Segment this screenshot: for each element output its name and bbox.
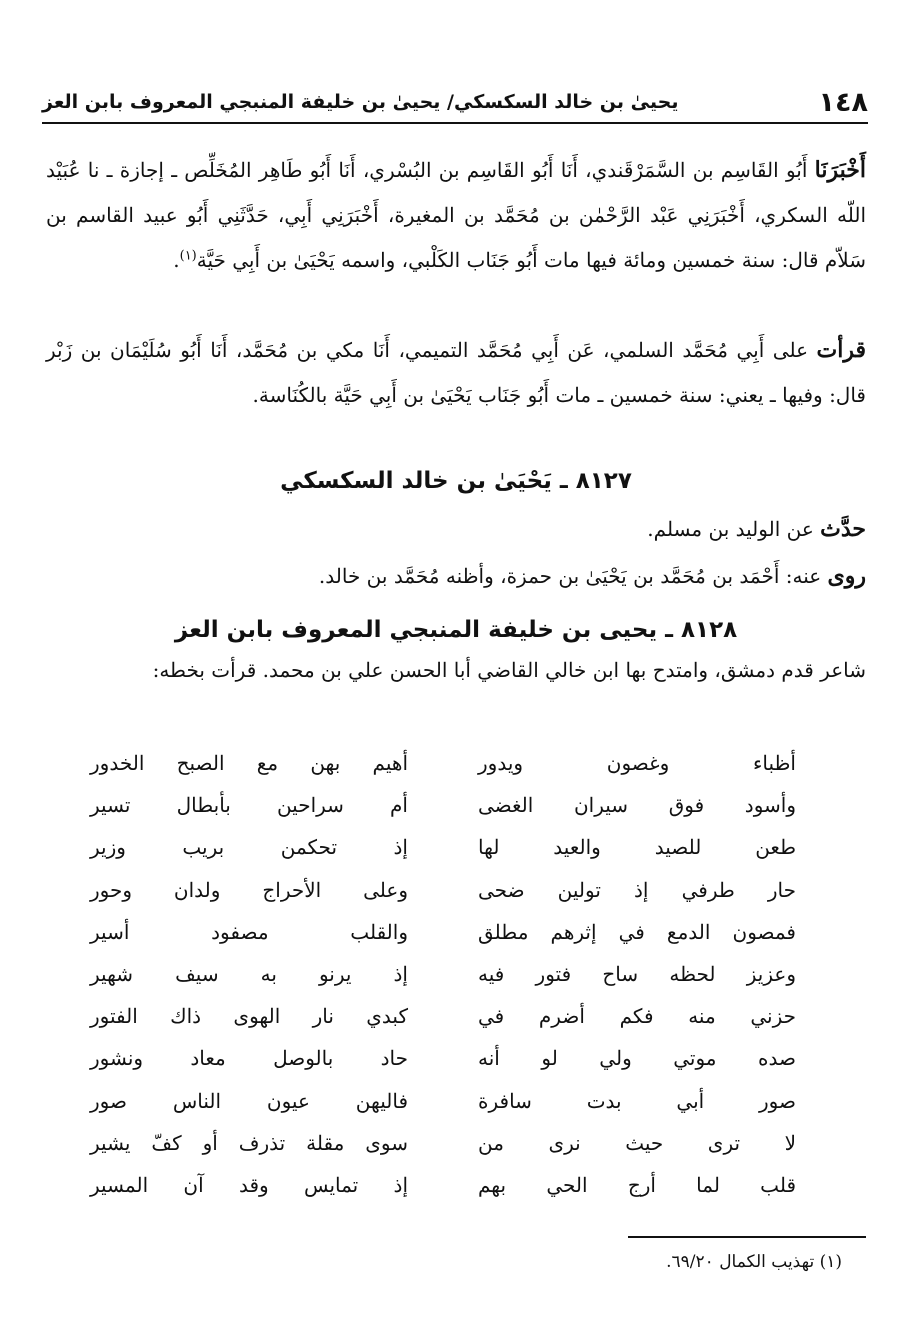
rawa-keyword: روى — [827, 563, 866, 589]
hemistich-left: سوى مقلة تذرف أو كفّ يشير — [90, 1130, 408, 1155]
paragraph-end: . — [173, 248, 180, 272]
poem-verse — [90, 995, 796, 1037]
hemistich-right: وعزيز لحظه ساح فتور فيه — [478, 962, 796, 987]
hemistich-right: وأسود فوق سيران الغضى — [478, 793, 796, 818]
poem-verse — [90, 1080, 796, 1122]
hemistich-right: حار طرفي إذ تولين ضحى — [478, 877, 796, 902]
hemistich-left: كبدي نار الهوى ذاك الفتور — [90, 1004, 408, 1029]
running-title: يحيىٰ بن خالد السكسكي/ يحيىٰ بن خليفة المنبجي المعروف بابن العز — [42, 91, 679, 113]
hemistich-right: صده موتي ولي لو أنه — [478, 1046, 796, 1071]
paragraph-text: على أَبِي مُحَمَّد السلمي، عَن أَبِي مُحَمَّد التميمي، أَنَا مكي بن مُحَمَّد، أَنَا أَبُو سُلَيْمَان بن زَبْر قال: وفيها ـ يعني: سنة خمسين ـ مات أَبُو جَنَاب يَحْيَىٰ بن أَبِي حَيَّة بالكُنَاسة. — [46, 338, 866, 407]
entry-title-8127: ٨١٢٧ ـ يَحْيَىٰ بن خالد السكسكي — [280, 468, 632, 494]
poem-verse — [90, 742, 796, 784]
paragraph-keyword: أَخْبَرَنَا — [814, 157, 866, 183]
poem-verse — [90, 826, 796, 868]
hemistich-left: أهيم بهن مع الصبح الخدور — [90, 751, 408, 776]
hemistich-right: قلب لما أرج الحي بهم — [478, 1172, 796, 1197]
entry-rawa-line — [46, 556, 866, 596]
poem — [90, 742, 796, 1206]
poem-verse — [90, 953, 796, 995]
entry-intro: شاعر قدم دمشق، وامتدح بها ابن خالي القاضي أبا الحسن علي بن محمد. قرأت بخطه: — [152, 658, 866, 682]
poem-verse — [90, 1037, 796, 1079]
poem-verse — [90, 911, 796, 953]
page-header — [42, 80, 868, 124]
hemistich-right: لا ترى حيث نرى من — [478, 1130, 796, 1155]
paragraph-keyword: قرأت — [816, 337, 866, 363]
entry-hadath-line — [46, 509, 866, 549]
hemistich-right: أظباء وغصون ويدور — [478, 751, 796, 776]
paragraph-isnad-1 — [46, 148, 866, 283]
hadath-text: عن الوليد بن مسلم. — [647, 517, 821, 541]
footnote-reference[interactable]: (١) — [179, 248, 197, 264]
paragraph-text: أَبُو القَاسِم بن السَّمَرْقَندي، أَنَا أَبُو القَاسِم بن البُسْري، أَنَا أَبُو طَاهِر المُخَلِّص ـ إجازة ـ نا عُبَيْد اللّه السكري، أَخْبَرَنِي عَبْد الرَّحْمٰن بن مُحَمَّد بن المغيرة، أَخْبَرَنِي أَبِي، حَدَّثَنِي أَبُو عبيد القاسم بن سَلاّم قال: سنة خمسين ومائة فيها مات أَبُو جَنَاب الكَلْبي، واسمه يَحْيَىٰ بن أَبِي حَيَّة — [46, 158, 866, 272]
rawa-text: عنه: أَحْمَد بن مُحَمَّد بن يَحْيَىٰ بن حمزة، وأظنه مُحَمَّد بن خالد. — [318, 564, 828, 588]
hemistich-left: حاد بالوصل معاد ونشور — [90, 1046, 408, 1071]
poem-verse — [90, 1122, 796, 1164]
paragraph-isnad-2 — [46, 328, 866, 418]
page-number: ١٤٨ — [818, 86, 868, 118]
hemistich-left: أم سراحين بأبطال تسير — [90, 793, 408, 818]
hadath-keyword: حدَّث — [820, 516, 866, 542]
hemistich-left: إذ تمايس وقد آن المسير — [90, 1172, 408, 1197]
poem-verse — [90, 869, 796, 911]
hemistich-right: صور أبي بدت سافرة — [478, 1088, 796, 1113]
footnote-rule — [628, 1236, 866, 1238]
hemistich-left: وعلى الأحراج ولدان وحور — [90, 877, 408, 902]
poem-verse — [90, 784, 796, 826]
hemistich-right: فمصون الدمع في إثرهم مطلق — [478, 919, 796, 944]
hemistich-left: إذ تحكمن بريب وزير — [90, 835, 408, 860]
hemistich-left: والقلب مصفود أسير — [90, 919, 408, 944]
poem-verse — [90, 1164, 796, 1206]
entry-title-8128: ٨١٢٨ ـ يحيى بن خليفة المنبجي المعروف بابن العز — [174, 617, 738, 643]
hemistich-right: طعن للصيد والعيد لها — [478, 835, 796, 860]
header-rule — [42, 122, 868, 124]
hemistich-left: فاليهن عيون الناس صور — [90, 1088, 408, 1113]
hemistich-left: إذ يرنو به سيف شهير — [90, 962, 408, 987]
footnote: (١) تهذيب الكمال ٦٩/٢٠. — [666, 1252, 842, 1272]
hemistich-right: حزني منه فكم أضرم في — [478, 1004, 796, 1029]
